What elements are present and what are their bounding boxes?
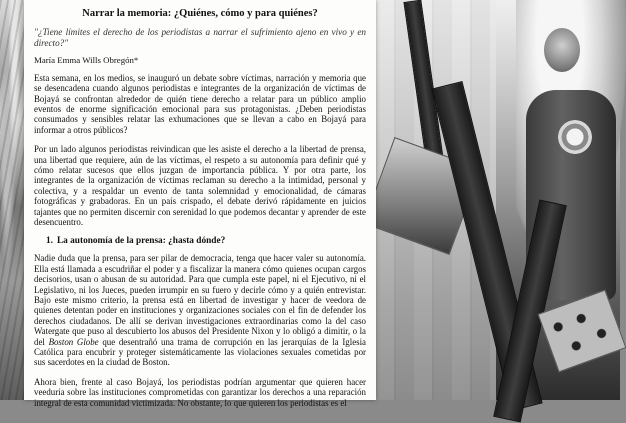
section-title: La autonomía de la prensa: ¿hasta dónde? — [56, 236, 226, 247]
photo-brick — [538, 290, 626, 373]
article-author: María Emma Wills Obregón* — [34, 54, 139, 65]
article-paragraph — [34, 253, 366, 367]
background-photo-right — [376, 0, 620, 400]
article-paragraph: Por un lado algunos periodistas reivindican que les asiste el derecho a la libertad de prensa, una libertad que requiere, aún de las víctimas, el respeto a su autonomía para definir qué y cómo relatar sucesos que ellos juzgan de importancia pública. Y por otra parte, los integrantes de la organización de víctimas reclaman su derecho a la intimidad, personal y colectiva, y a respaldar un evento de tanta solemnidad y emocionalidad, de cámaras fotográficas y grabadoras. En un país crispado, el debate derivó rápidamente en juicios tajantes que no permiten discernir con serenidad lo que podemos decantar y aprender de este desencuentro. — [34, 144, 366, 227]
paragraph-text: que desentrañó una trama de corrupción en las jerarquías de la Iglesia Católica para encubrir y proteger sistemáticamente las violaciones sexuales cometidas por sus sacerdotes en la ciudad de Boston. — [34, 336, 366, 368]
section-number: 1. — [46, 236, 53, 247]
paragraph-text: Nadie duda que la prensa, para ser pilar de democracia, tenga que hacer valer su autonomía. Ella está llamada a escudriñar el poder y a fiscalizar la manera cómo quienes ocupan cargos decisorios, usan o abusan de su autoridad. Para que cumpla este papel, ni el Ejecutivo, ni el Legislativo, ni los Jueces, pueden irrumpir en su fuero y decirle cómo y a quién entrevistar. Bajo este mismo criterio, la prensa está en libertad de investigar y hacer de veedora de quienes detentan poder en instituciones y organizaciones sociales con el fin de defender los derechos ciudadanos. De allí se derivan investigaciones extraordinarias como la del caso Watergate que puso al descubierto los abusos del Presidente Nixon y lo obligó a dimitir, o la del — [34, 253, 366, 347]
paragraph-italic-text: Boston Globe — [48, 336, 99, 347]
article-paragraph: Ahora bien, frente al caso Bojayá, los periodistas podrían argumentar que quieren hacer veeduría sobre las instituciones comprometidas con garantizar los derechos a una reparación integral de esta comunidad victimizada. No obstante, lo que quieren los periodistas es el — [34, 376, 366, 408]
background-photo-left — [0, 0, 24, 400]
section-heading — [46, 236, 366, 246]
article-epigraph: "¿Tiene límites el derecho de los periodistas a narrar el sufrimiento ajeno en vivo y en directo?" — [34, 27, 366, 48]
photo-statue-heart — [558, 120, 592, 154]
article-page — [24, 0, 376, 408]
photo-statue-face — [544, 28, 580, 72]
article-title: Narrar la memoria: ¿Quiénes, cómo y para quiénes? — [82, 8, 318, 19]
article-paragraph: Esta semana, en los medios, se inauguró un debate sobre víctimas, narración y memoria que se desencadena cuando algunos periodistas e integrantes de la organización de víctimas de Bojayá se confrontan alrededor de quién tiene derecho a relatar para un público amplio eventos de enorme significación emocional para sus protagonistas. ¿Deben periodistas consumados y sensibles relatar las exhumaciones que se llevan a cabo en Bojayá para informar a otros públicos? — [34, 72, 366, 135]
